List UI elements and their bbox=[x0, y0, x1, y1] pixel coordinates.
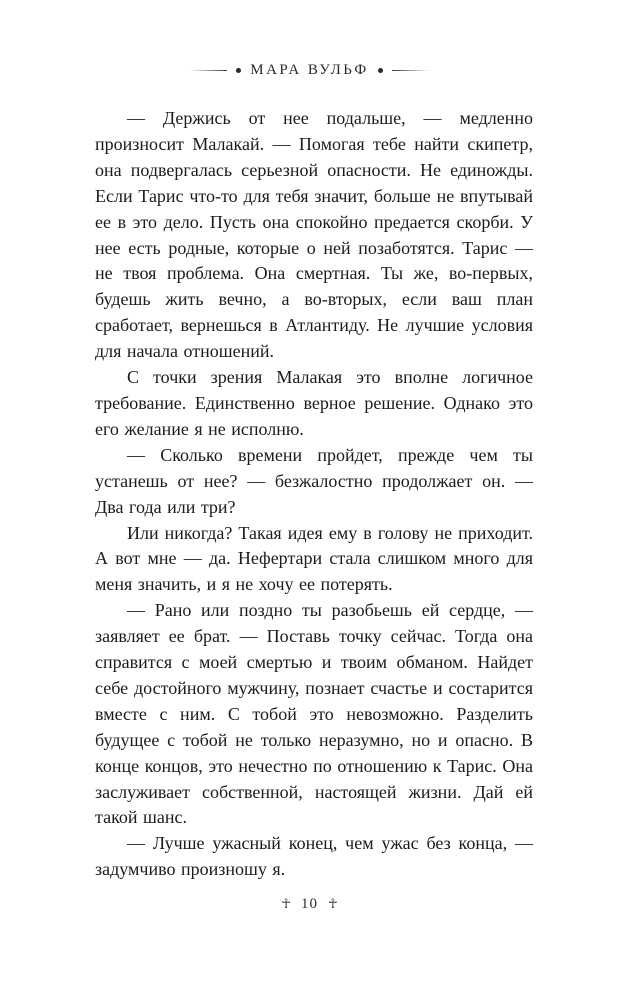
header-rule-left-icon bbox=[189, 70, 227, 71]
header-rule-right-icon bbox=[392, 70, 430, 71]
header-dot-left-icon bbox=[236, 68, 241, 73]
paragraph: — Держись от нее подальше, — медленно произносит Малакай. — Помогая тебе найти скипетр, она подвергалась серьезной опасности. Не единожды. Если Тарис что-то для тебя значит, больше не впутывай ее в это дело. Пусть она спокойно предается скорби. У нее есть родные, которые о ней позаботятся. Тарис — не твоя проблема. Она смертная. Ты же, во-первых, будешь жить вечно, а во-вторых, если ваш план сработает, вернешься в Атлантиду. Не лучшие условия для начала отношений. bbox=[95, 108, 533, 362]
page-number: 10 bbox=[301, 896, 318, 912]
ankh-icon-left: ☥ bbox=[281, 897, 291, 912]
author-name: МАРА ВУЛЬФ bbox=[250, 62, 369, 78]
paragraph: С точки зрения Малакая это вполне логичное требование. Единственно верное решение. Однако это его желание я не исполню. bbox=[95, 367, 533, 439]
paragraph: — Лучше ужасный конец, чем ужас без конца, — задумчиво произношу я. bbox=[95, 833, 533, 880]
page-footer bbox=[0, 896, 619, 913]
ankh-icon-right: ☥ bbox=[328, 897, 338, 912]
paragraph: — Рано или поздно ты разобьешь ей сердце, — заявляет ее брат. — Поставь точку сейчас. Тогда она справится с моей смертью и твоим обманом. Найдет себе достойного мужчину, познает счастье и состарится вместе с ним. С тобой это невозможно. Разделить будущее с тобой не только неразумно, но и опасно. В конце концов, это нечестно по отношению к Тарис. Она заслуживает собственной, настоящей жизни. Дай ей такой шанс. bbox=[95, 600, 533, 828]
page-header bbox=[0, 62, 619, 79]
paragraph: Или никогда? Такая идея ему в голову не приходит. А вот мне — да. Нефертари стала слишком много для меня значить, и я не хочу ее потерять. bbox=[95, 522, 533, 595]
text-block bbox=[95, 106, 533, 883]
paragraph: — Сколько времени пройдет, прежде чем ты устанешь от нее? — безжалостно продолжает он. — Два года или три? bbox=[95, 444, 533, 517]
header-dot-right-icon bbox=[378, 68, 383, 73]
